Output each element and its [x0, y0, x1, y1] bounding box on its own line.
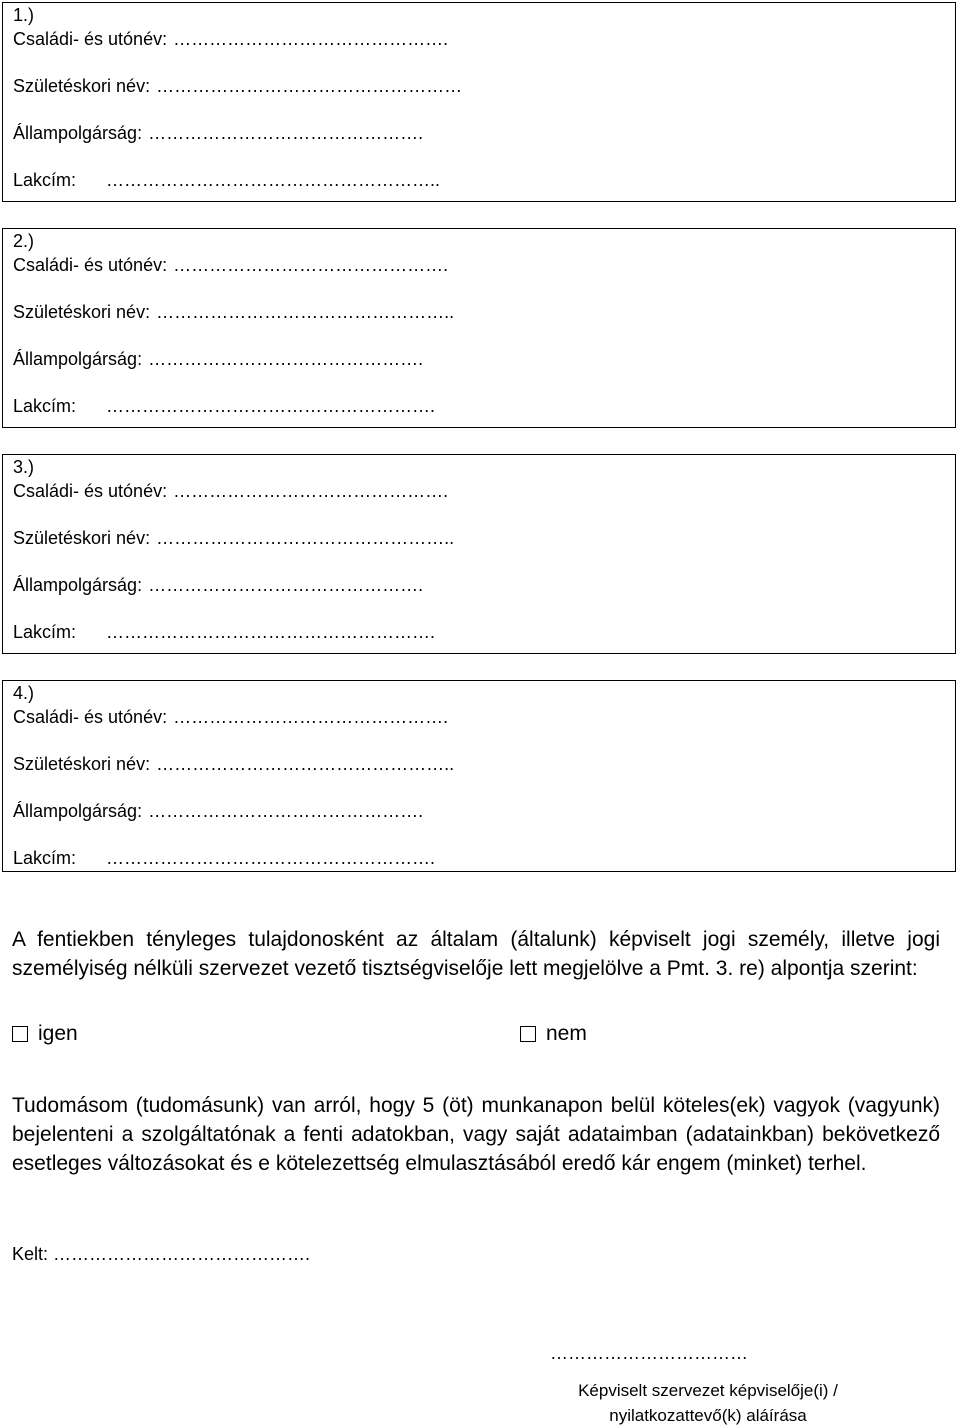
family-name-row	[13, 255, 945, 276]
citizenship-label: Állampolgárság:	[13, 349, 143, 369]
citizenship-label: Állampolgárság:	[13, 575, 143, 595]
family-name-field[interactable]: ……………………………………….	[173, 29, 449, 49]
address-row	[13, 396, 945, 417]
birth-name-label: Születéskori név:	[13, 754, 151, 774]
address-field[interactable]: ……………………………………………….	[106, 622, 436, 642]
date-place-field[interactable]: Kelt: …………………………………….	[12, 1244, 311, 1264]
family-name-row	[13, 481, 945, 502]
person-number: 4.)	[13, 683, 35, 703]
address-field[interactable]: ………………………………………………..	[106, 170, 441, 190]
family-name-field[interactable]: ……………………………………….	[173, 481, 449, 501]
birth-name-field[interactable]: …………………………………………..	[156, 302, 455, 322]
citizenship-row	[13, 123, 945, 144]
birth-name-label: Születéskori név:	[13, 76, 151, 96]
signature-caption-line1: Képviselt szervezet képviselője(i) /	[578, 1381, 838, 1400]
person-box-4	[2, 680, 956, 872]
person-number: 1.)	[13, 5, 35, 25]
person-number: 3.)	[13, 457, 35, 477]
citizenship-field[interactable]: ……………………………………….	[148, 349, 424, 369]
signature-caption	[530, 1378, 886, 1428]
birth-name-label: Születéskori név:	[13, 528, 151, 548]
citizenship-row	[13, 349, 945, 370]
acknowledgement-statement: Tudomásom (tudomásunk) van arról, hogy 5 (öt) munkanapon belül köteles(ek) vagyok (vagyunk) bejelenteni a szolgáltatónak a fenti adatokban, vagy saját adataimban (adatainkban) bekövetkező esetleges változásokat és e kötelezettség elmulasztásából eredő kár engem (minket) terhel.	[12, 1094, 940, 1175]
address-row	[13, 622, 945, 643]
option-nem-label: nem	[546, 1022, 587, 1045]
family-name-label: Családi- és utónév:	[13, 707, 168, 727]
family-name-row	[13, 707, 945, 728]
citizenship-row	[13, 575, 945, 596]
birth-name-field[interactable]: …………………………………………..	[156, 754, 455, 774]
address-label: Lakcím:	[13, 622, 77, 642]
person-box-1	[2, 2, 956, 202]
address-label: Lakcím:	[13, 848, 77, 868]
option-igen[interactable]	[12, 1022, 78, 1046]
family-name-label: Családi- és utónév:	[13, 255, 168, 275]
person-box-3	[2, 454, 956, 654]
birth-name-row	[13, 528, 945, 549]
birth-name-label: Születéskori név:	[13, 302, 151, 322]
option-igen-label: igen	[38, 1022, 78, 1045]
citizenship-label: Állampolgárság:	[13, 801, 143, 821]
address-label: Lakcím:	[13, 170, 77, 190]
birth-name-field[interactable]: ……………………………………………	[156, 76, 463, 96]
citizenship-field[interactable]: ……………………………………….	[148, 801, 424, 821]
option-nem[interactable]	[520, 1022, 587, 1046]
address-field[interactable]: ……………………………………………….	[106, 848, 436, 868]
family-name-field[interactable]: ……………………………………….	[173, 707, 449, 727]
family-name-row	[13, 29, 945, 50]
ownership-statement: A fentiekben tényleges tulajdonosként az általam (általunk) képviselt jogi személy, illetve jogi személyiség nélküli szervezet vezető tisztségviselője lett megjelölve a Pmt. 3. re) alpontja szerint:	[12, 928, 940, 980]
family-name-label: Családi- és utónév:	[13, 29, 168, 49]
birth-name-row	[13, 76, 945, 97]
citizenship-row	[13, 801, 945, 822]
address-row	[13, 170, 945, 191]
address-field[interactable]: ……………………………………………….	[106, 396, 436, 416]
person-box-2	[2, 228, 956, 428]
citizenship-field[interactable]: ……………………………………….	[148, 123, 424, 143]
address-row	[13, 848, 945, 869]
family-name-field[interactable]: ……………………………………….	[173, 255, 449, 275]
signature-line[interactable]: ……………………………	[550, 1343, 748, 1363]
birth-name-row	[13, 754, 945, 775]
address-label: Lakcím:	[13, 396, 77, 416]
signature-caption-line2: nyilatkozattevő(k) aláírása	[609, 1406, 807, 1425]
family-name-label: Családi- és utónév:	[13, 481, 168, 501]
birth-name-row	[13, 302, 945, 323]
citizenship-label: Állampolgárság:	[13, 123, 143, 143]
citizenship-field[interactable]: ……………………………………….	[148, 575, 424, 595]
checkbox-icon[interactable]	[520, 1026, 536, 1042]
person-number: 2.)	[13, 231, 35, 251]
checkbox-icon[interactable]	[12, 1026, 28, 1042]
birth-name-field[interactable]: …………………………………………..	[156, 528, 455, 548]
